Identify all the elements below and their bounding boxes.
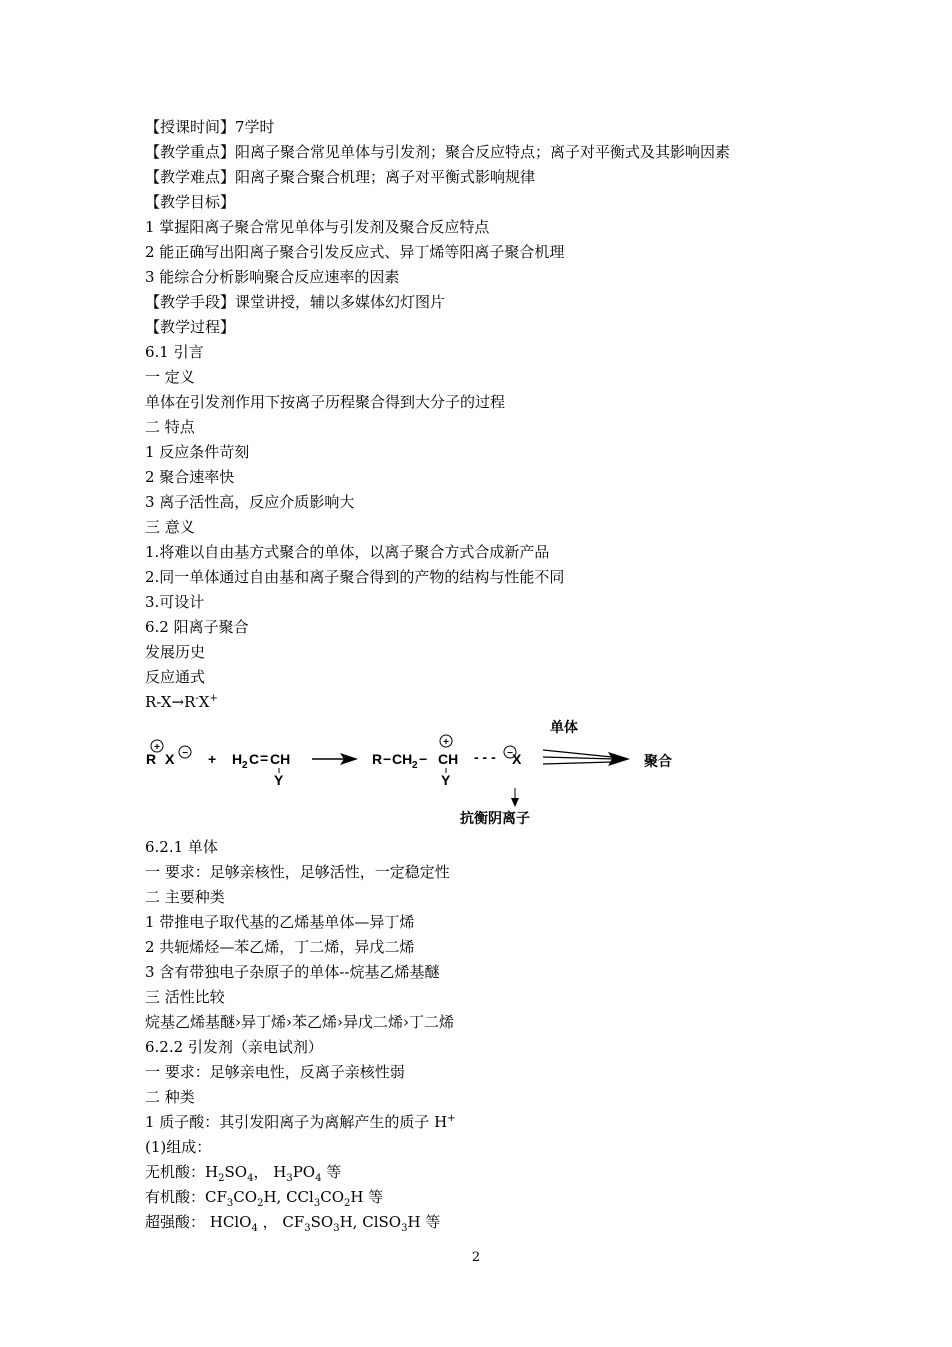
text-line: 三 意义: [145, 518, 195, 536]
chain-bond: −: [383, 751, 392, 767]
text-line: 2 共轭烯烃—苯乙烯，丁二烯，异戊二烯: [145, 938, 415, 956]
inorganic-acid-line: 无机酸：$H_2SO_4$， $H_3PO_4$ 等: [145, 1163, 342, 1184]
text-line: 【教学重点】阳离子聚合常见单体与引发剂；聚合反应特点；离子对平衡式及其影响因素: [145, 143, 731, 161]
text-line: 【授课时间】7学时: [145, 118, 275, 136]
text-block-top: [145, 115, 845, 1235]
ion-pair-dots: - - -: [474, 749, 496, 765]
text-line: 6.2.2 引发剂（亲电试剂）: [145, 1038, 323, 1056]
page-number: 2: [471, 1250, 481, 1265]
text-line: 一 定义: [145, 368, 195, 386]
monomer-c: C: [249, 751, 260, 767]
propagation-arrow-line: [543, 757, 615, 759]
text-line: 二 主要种类: [145, 888, 225, 906]
carbocation-charge: +: [443, 737, 449, 748]
down-arrowhead: [511, 798, 519, 807]
text-line: 6.2 阳离子聚合: [145, 618, 249, 636]
text-line: 烷基乙烯基醚›异丁烯›苯乙烯›异戊二烯›丁二烯: [145, 1013, 454, 1031]
general-formula: R-X→R-X+: [145, 693, 218, 711]
text-line: 2 能正确写出阳离子聚合引发反应式、异丁烯等阳离子聚合机理: [145, 243, 565, 261]
counter-anion-label: 抗衡阴离子: [460, 811, 530, 827]
monomer-substituent: Y: [274, 772, 284, 788]
monomer-label: 单体: [550, 720, 578, 736]
minus-charge: −: [182, 748, 188, 759]
text-line: 三 活性比较: [145, 988, 225, 1006]
text-line: 3 含有带独电子杂原子的单体--烷基乙烯基醚: [145, 963, 440, 981]
text-line: 6.2.1 单体: [145, 838, 218, 856]
text-line: 二 特点: [145, 418, 195, 436]
text-line: 一 要求：足够亲电性，反离子亲核性弱: [145, 1063, 405, 1081]
text-line: 单体在引发剂作用下按离子历程聚合得到大分子的过程: [145, 393, 506, 411]
text-line: 1 反应条件苛刻: [145, 443, 250, 461]
carbocation-ch: CH: [438, 751, 459, 767]
text-line: 反应通式: [145, 668, 206, 686]
propagation-arrow-line: [543, 762, 612, 764]
monomer-h: H: [232, 751, 243, 767]
text-line: 3.可设计: [145, 593, 205, 611]
body-section: [145, 835, 845, 1235]
text-line: 1.将难以自由基方式聚合的单体，以离子聚合方式合成新产品: [145, 543, 550, 561]
organic-acid-line: 有机酸：$CF_3CO_2H$, $CCl_3CO_2H$ 等: [145, 1188, 384, 1209]
double-bond: =: [260, 750, 269, 766]
initiator-anion: X: [165, 751, 175, 767]
monomer-ch: CH: [270, 751, 291, 767]
protic-acid-line: 1 质子酸：其引发阳离子为离解产生的质子 H+: [145, 1113, 456, 1131]
text-line: 1 带推电子取代基的乙烯基单体—异丁烯: [145, 913, 415, 931]
counter-anion-charge: −: [507, 748, 513, 759]
chain-substituent: Y: [441, 772, 451, 788]
polymerize-label: 聚合: [644, 754, 672, 770]
reaction-scheme-svg: [140, 712, 700, 832]
text-line: 一 要求：足够亲核性，足够活性，一定稳定性: [145, 863, 450, 881]
chain-r: R: [372, 751, 383, 767]
text-line: 二 种类: [145, 1088, 195, 1106]
text-line: 【教学目标】: [145, 193, 236, 211]
plus-sign: +: [208, 751, 217, 767]
propagation-arrow-line: [543, 750, 612, 757]
text-line: 2.同一单体通过自由基和离子聚合得到的产物的结构与性能不同: [145, 568, 565, 586]
text-line: 【教学难点】阳离子聚合聚合机理；离子对平衡式影响规律: [145, 168, 536, 186]
text-line: 【教学手段】课堂讲授，辅以多媒体幻灯图片: [145, 293, 446, 311]
text-line: 3 离子活性高，反应介质影响大: [145, 493, 355, 511]
initiator-cation: R: [146, 751, 157, 767]
superacid-line: 超强酸： HClO$_4$ ， $CF_3SO_3H$, ClSO$_3$H 等: [145, 1213, 441, 1234]
counter-anion: X: [512, 751, 522, 767]
text-line: 发展历史: [145, 643, 206, 661]
chain-ch: CH: [392, 751, 413, 767]
plus-charge: +: [154, 742, 160, 753]
text-line: 2 聚合速率快: [145, 468, 235, 486]
chain-sub: 2: [412, 760, 418, 771]
text-line: 1 掌握阳离子聚合常见单体与引发剂及聚合反应特点: [145, 218, 490, 236]
reaction-scheme: [140, 712, 700, 832]
text-line: 3 能综合分析影响聚合反应速率的因素: [145, 268, 400, 286]
chain-bond: −: [419, 751, 428, 767]
text-line: 【教学过程】: [145, 318, 236, 336]
monomer-sub: 2: [242, 760, 248, 771]
text-line: (1)组成：: [145, 1138, 212, 1156]
text-line: 6.1 引言: [145, 343, 204, 361]
